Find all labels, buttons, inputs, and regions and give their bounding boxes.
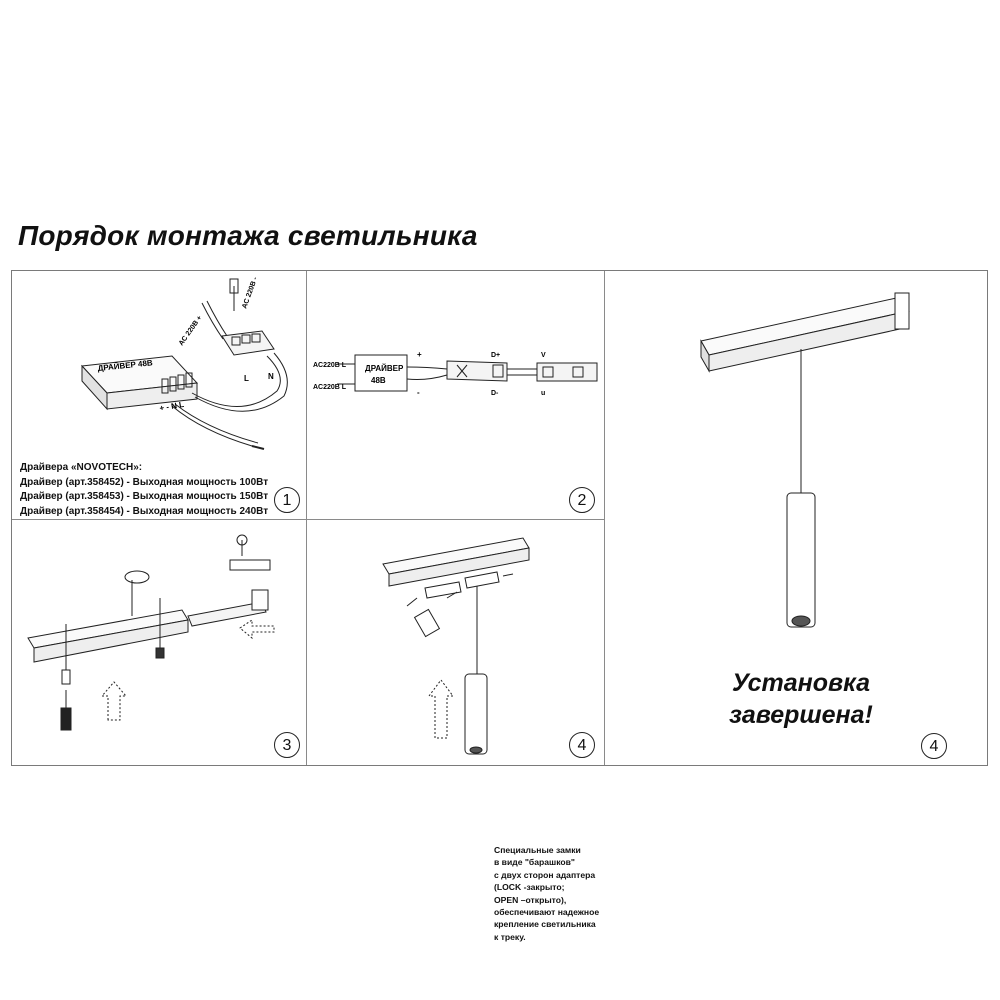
note-line: крепление светильника	[494, 919, 596, 930]
note-line: с двух сторон адаптера	[494, 869, 596, 880]
plus-label: +	[417, 350, 422, 359]
note-line: Специальные замки	[494, 845, 581, 855]
v-label: V	[541, 352, 546, 359]
ac-minus-label: AC 220В -	[241, 276, 260, 310]
track-mounting-drawing	[12, 520, 306, 765]
ac-n-label: AC220В L	[313, 384, 347, 391]
u-label: u	[541, 390, 546, 397]
ac-l-label: AC220В L	[313, 362, 347, 369]
driver-info-line: Драйвер (арт.358454) - Выходная мощность 240Вт	[20, 505, 269, 517]
panel-step-1	[12, 271, 306, 519]
step-number: 1	[274, 487, 300, 513]
wire-n-label: N	[268, 372, 274, 381]
driver-info-line: Драйвер (арт.358453) - Выходная мощность 150Вт	[20, 491, 269, 502]
step-number: 4	[921, 733, 947, 759]
note-line: OPEN –открыто),	[494, 894, 567, 905]
step-number: 2	[569, 487, 595, 513]
note-line: в виде "барашков"	[494, 857, 576, 868]
panel-step-3	[12, 520, 306, 765]
driver-info-list	[20, 461, 268, 519]
terminal-label: + - N L	[158, 399, 185, 413]
completion-line-2: завершена!	[729, 701, 873, 729]
minus-label: -	[417, 388, 420, 397]
lock-note	[494, 844, 599, 943]
panel-step-4	[307, 520, 604, 942]
step-number: 4	[569, 732, 595, 758]
d-minus-label: D-	[491, 390, 499, 397]
panel-step-final	[605, 271, 987, 765]
lamp-attach-drawing	[307, 520, 604, 765]
wire-l-label: L	[244, 374, 249, 383]
connection-drawing	[307, 271, 604, 519]
driver-info-line: Драйвер (арт.358452) - Выходная мощность 100Вт	[20, 476, 269, 488]
driver-line-1: ДРАЙВЕР	[365, 364, 404, 373]
d-plus-label: D+	[491, 352, 501, 359]
completion-message	[701, 667, 901, 731]
ac-plus-label: AC 220В +	[177, 314, 204, 348]
completion-line-1: Установка	[731, 669, 871, 697]
note-line: (LOCK -закрыто;	[494, 882, 565, 893]
note-line: к треку.	[494, 931, 526, 942]
driver-info-line: Драйвера «NOVOTECH»:	[20, 462, 143, 473]
driver-box-label: ДРАЙВЕР 48В	[97, 358, 154, 373]
panel-step-2	[307, 271, 604, 519]
driver-line-2: 48В	[371, 376, 386, 385]
step-number: 3	[274, 732, 300, 758]
note-line: обеспечивают надежное	[494, 907, 600, 918]
page-title: Порядок монтажа светильника	[18, 220, 478, 251]
